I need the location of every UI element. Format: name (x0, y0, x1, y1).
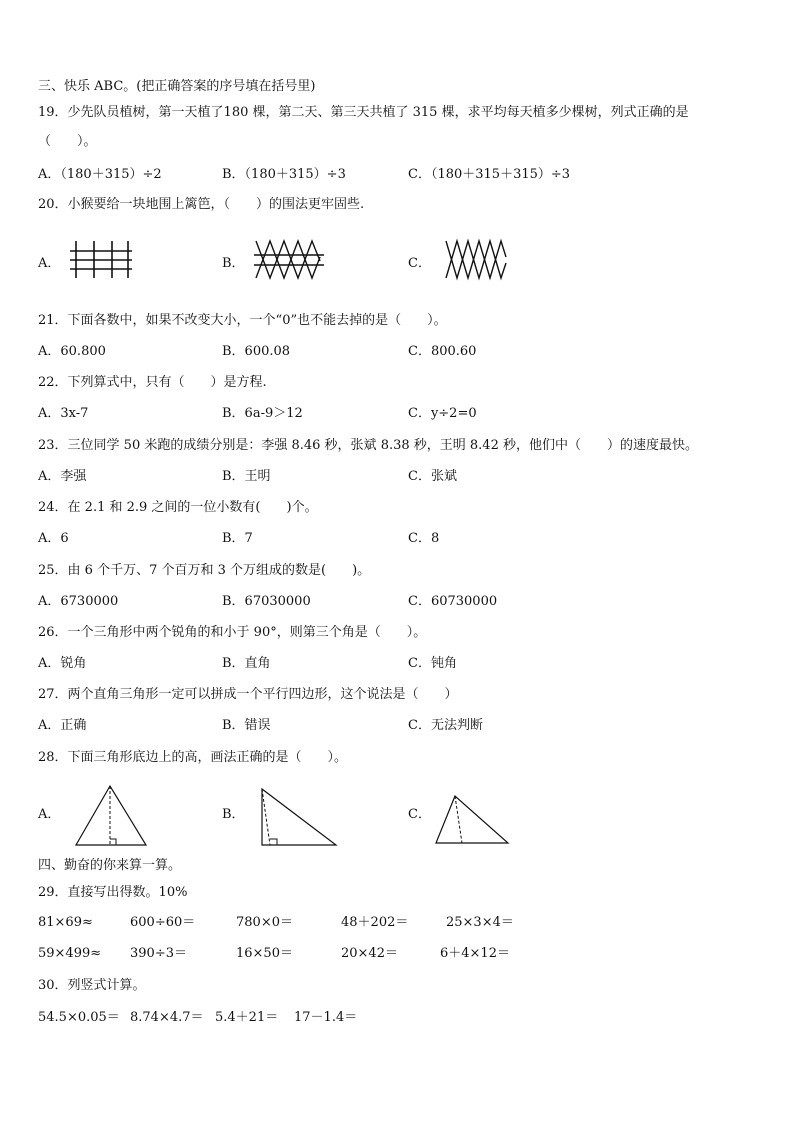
q28-option-c-label: C． (408, 807, 431, 822)
question-30-stem: 30．列竖式计算。 (38, 978, 146, 993)
question-29-stem: 29．直接写出得数。10% (38, 885, 188, 900)
q19-option-b: B．（180＋315）÷3 (222, 167, 346, 182)
q26-option-c: C．钝角 (408, 656, 457, 671)
q24-option-b: B．7 (222, 531, 253, 546)
q28-option-a-label: A． (38, 807, 61, 822)
q24-option-a: A．6 (38, 531, 69, 546)
calc-item: 6＋4×12＝ (440, 946, 510, 961)
vertical-calc-item: 54.5×0.05＝ (38, 1010, 120, 1025)
q26-option-b: B．直角 (222, 656, 271, 671)
q26-option-a: A．锐角 (38, 656, 87, 671)
calc-item: 16×50＝ (236, 946, 293, 961)
q23-option-b: B．王明 (222, 469, 271, 484)
question-27-stem: 27．两个直角三角形一定可以拼成一个平行四边形，这个说法是（ ） (38, 687, 458, 702)
q23-option-a: A．李强 (38, 469, 87, 484)
calc-item: 59×499≈ (38, 946, 102, 961)
q22-option-c: C．y÷2=0 (408, 406, 477, 421)
question-25-stem: 25．由 6 个千万、7 个百万和 3 个万组成的数是( )。 (38, 563, 371, 578)
calc-item: 48＋202＝ (341, 915, 409, 930)
q21-option-a: A．60.800 (38, 344, 106, 359)
question-26-stem: 26．一个三角形中两个锐角的和小于 90°，则第三个角是（ ）。 (38, 625, 427, 640)
question-21-stem: 21．下面各数中，如果不改变大小，一个“0”也不能去掉的是（ ）。 (38, 313, 447, 328)
q19-option-a: A．（180＋315）÷2 (38, 167, 162, 182)
question-20-stem: 20．小猴要给一块地围上篱笆，（ ）的围法更牢固些. (38, 197, 365, 212)
q21-option-b: B．600.08 (222, 344, 291, 359)
q22-option-a: A．3x-7 (38, 406, 89, 421)
q27-option-c: C．无法判断 (408, 718, 483, 733)
q23-option-c: C．张斌 (408, 469, 457, 484)
fence-zigzag-figure (444, 241, 506, 279)
calc-item: 600÷60＝ (130, 915, 196, 930)
calc-item: 390÷3＝ (130, 946, 187, 961)
question-28-stem: 28．下面三角形底边上的高，画法正确的是（ ）。 (38, 750, 348, 765)
calc-item: 780×0＝ (236, 915, 293, 930)
section-3-heading: 三、快乐 ABC。(把正确答案的序号填在括号里) (38, 79, 316, 94)
vertical-calc-item: 5.4＋21＝ (215, 1010, 279, 1025)
vertical-calc-item: 8.74×4.7＝ (130, 1010, 204, 1025)
question-19-stem: 19．少先队员植树，第一天植了180 棵，第二天、第三天共植了 315 棵，求平均每天植多少棵树，列式正确的是 (38, 105, 689, 120)
question-23-stem: 23．三位同学 50 米跑的成绩分别是：李强 8.46 秒，张斌 8.38 秒，王明 8.42 秒，他们中（ ）的速度最快。 (38, 438, 698, 453)
vertical-calc-item: 17－1.4＝ (294, 1010, 358, 1025)
q28-option-b-label: B． (222, 807, 245, 822)
fence-grid-figure (70, 241, 132, 279)
q20-option-a-label: A． (38, 256, 61, 271)
calc-item: 20×42＝ (341, 946, 398, 961)
q21-option-c: C．800.60 (408, 344, 477, 359)
fence-cross-bars-figure (254, 241, 324, 279)
question-19-stem-continued: （ ）。 (38, 134, 97, 149)
q20-option-c-label: C． (408, 256, 431, 271)
question-24-stem: 24．在 2.1 和 2.9 之间的一位小数有( )个。 (38, 500, 318, 515)
q27-option-b: B．错误 (222, 718, 271, 733)
triangle-height-figure-b (260, 788, 338, 846)
q25-option-c: C．60730000 (408, 594, 498, 609)
section-4-heading: 四、勤奋的你来算一算。 (38, 858, 182, 873)
q22-option-b: B．6a-9＞12 (222, 406, 303, 421)
q27-option-a: A．正确 (38, 718, 87, 733)
calc-item: 25×3×4＝ (446, 915, 514, 930)
q19-option-c: C．（180＋315＋315）÷3 (408, 167, 571, 182)
q24-option-c: C．8 (408, 531, 440, 546)
triangle-height-figure-a (75, 785, 147, 847)
question-22-stem: 22．下列算式中，只有（ ）是方程. (38, 375, 267, 390)
q25-option-a: A．6730000 (38, 594, 119, 609)
q25-option-b: B．67030000 (222, 594, 311, 609)
triangle-height-figure-c (435, 795, 509, 845)
calc-item: 81×69≈ (38, 915, 93, 930)
q20-option-b-label: B． (222, 256, 245, 271)
